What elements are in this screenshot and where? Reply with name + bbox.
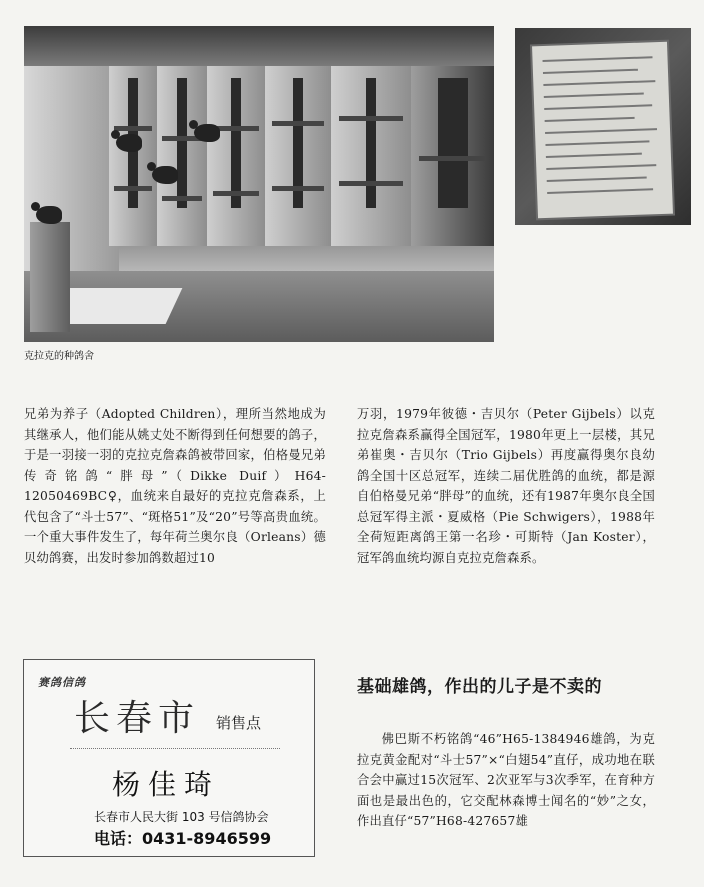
ad-address: 长春市人民大街 103 号信鸽协会 bbox=[94, 810, 269, 824]
notice-board-photo bbox=[515, 28, 691, 225]
article-left-column bbox=[24, 404, 326, 568]
article-right-column bbox=[357, 404, 655, 568]
pigeon-loft-photo bbox=[24, 26, 494, 342]
article-right-column-2 bbox=[357, 729, 655, 832]
sales-outlet-advertisement bbox=[23, 659, 315, 857]
ad-outlet: 销售点 bbox=[216, 714, 262, 732]
left-column-text: 兄弟为养子（Adopted Children），理所当然地成为其继承人，他们能从姚丈处不断得到任何想要的鸽子，于是一羽接一羽的克拉克詹森鸽被带回家，伯格曼兄弟传奇铭鸽“胖母”（Dikke Duif）H64-12050469BC♀，血统来自最好的克拉克詹森系，上代包含了“斗士57”、“斑格51”及“20”号等高贵血统。一个重大事件发生了，每年荷兰奥尔良（Orleans）德贝幼鸽赛，出发时参加鸽数超过10 bbox=[24, 407, 326, 565]
section-heading: 基础雄鸽，作出的儿子是不卖的 bbox=[357, 677, 602, 697]
ad-contact-name: 杨佳琦 bbox=[112, 768, 221, 801]
right-column-text: 万羽，1979年彼德・吉贝尔（Peter Gijbels）以克拉克詹森系赢得全国冠军，1980年更上一层楼，其兄弟崔奥・吉贝尔（Trio Gijbels）再度赢得奥尔良幼鸽全国十区总冠军，连续二届优胜鸽的血统，都是源自伯格曼兄弟“胖母”的血统，还有1987年奥尔良全国总冠军得主派・夏威格（Pie Schwigers），1988年全荷短距离鸽王第一名珍・可斯特（Jan Koster），冠军鸽血统均源自克拉克詹森系。 bbox=[357, 407, 655, 565]
ad-tag: 赛鸽信鸽 bbox=[38, 676, 86, 689]
photo-caption: 克拉克的种鸽舍 bbox=[24, 351, 94, 362]
ad-divider bbox=[70, 748, 280, 750]
ad-phone: 电话：0431-8946599 bbox=[94, 829, 272, 848]
right-column-2-text: 佛巴斯不朽铭鸽“46”H65-1384946雄鸽，为克拉克黄金配对“斗士57”×“白翅54”直仔，成功地在联合会中赢过15次冠军、2次亚军与3次季军，在育种方面也是最出色的，它交配林森博士闻名的“妙”之女，作出直仔“57”H68-427657雄 bbox=[357, 732, 655, 828]
ad-city: 长春市 bbox=[74, 698, 201, 739]
